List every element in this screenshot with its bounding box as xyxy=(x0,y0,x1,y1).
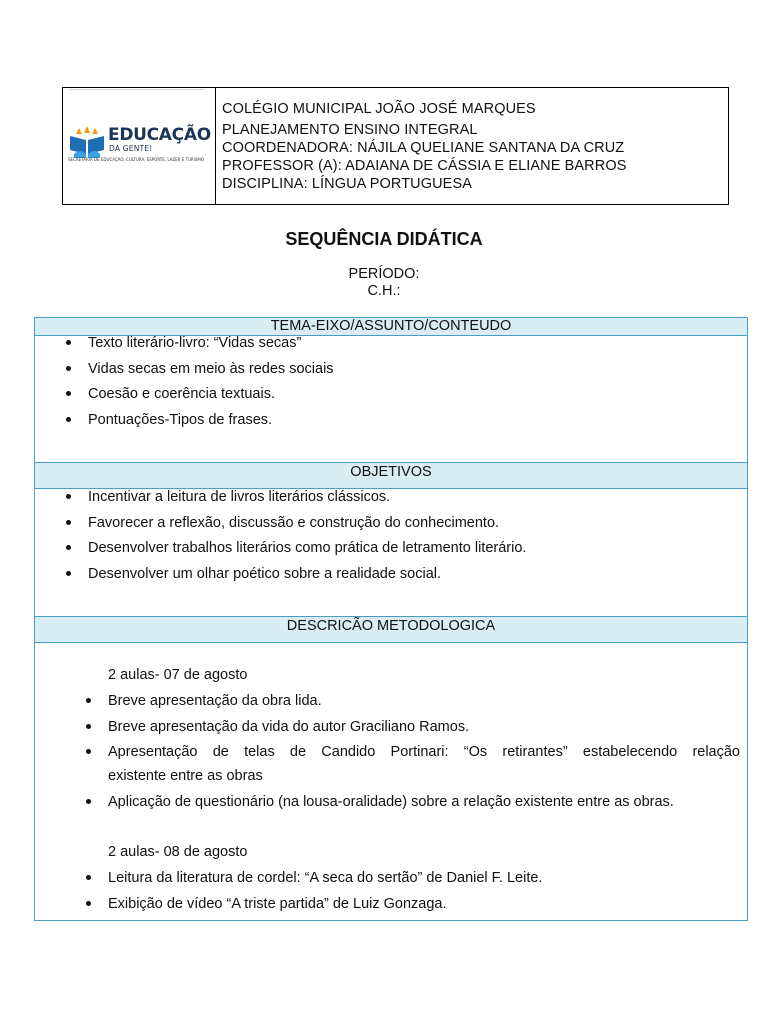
logo-title: EDUCAÇÃO xyxy=(108,125,211,145)
objetivos-heading: OBJETIVOS xyxy=(34,462,748,489)
block2-list xyxy=(108,869,542,920)
logo-rule xyxy=(69,89,205,90)
list-item: Aplicação de questionário (na lousa-oralidade) sobre a relação existente entre as obras. xyxy=(108,793,674,819)
list-item: Desenvolver trabalhos literários como prática de letramento literário. xyxy=(88,539,526,565)
list-item-continuation: existente entre as obras xyxy=(108,768,263,784)
objetivos-list xyxy=(88,488,526,590)
logo xyxy=(63,88,216,204)
list-item: Desenvolver um olhar poético sobre a realidade social. xyxy=(88,565,526,591)
logo-subtitle: DA GENTE! xyxy=(109,144,153,153)
list-item: Breve apresentação da obra lida. xyxy=(108,692,740,718)
logo-tagline: SECRETARIA DE EDUCAÇÃO, CULTURA, ESPORTE, LAZER E TURISMO xyxy=(68,157,204,162)
metodologia-heading: DESCRICÃO METODOLOGICA xyxy=(34,616,748,643)
school-info xyxy=(216,88,626,204)
school-name: COLÉGIO MUNICIPAL JOÃO JOSÉ MARQUES xyxy=(222,101,536,117)
coordinator: COORDENADORA: NÁJILA QUELIANE SANTANA DA CRUZ xyxy=(222,140,625,156)
plan-name: PLANEJAMENTO ENSINO INTEGRAL xyxy=(222,122,478,138)
block2-title: 2 aulas- 08 de agosto xyxy=(108,844,248,860)
list-item: Exibição de vídeo “A triste partida” de Luiz Gonzaga. xyxy=(108,895,542,921)
list-item: Vidas secas em meio às redes sociais xyxy=(88,360,334,386)
teacher: PROFESSOR (A): ADAIANA DE CÁSSIA E ELIANE BARROS xyxy=(222,158,627,174)
list-item: Coesão e coerência textuais. xyxy=(88,385,334,411)
list-item: Leitura da literatura de cordel: “A seca do sertão” de Daniel F. Leite. xyxy=(108,869,542,895)
list-item: Incentivar a leitura de livros literários clássicos. xyxy=(88,488,526,514)
list-item: Texto literário-livro: “Vidas secas” xyxy=(88,334,334,360)
list-item: Breve apresentação da vida do autor Graciliano Ramos. xyxy=(108,718,740,744)
block1-list-tail xyxy=(108,793,674,819)
tema-heading: TEMA-EIXO/ASSUNTO/CONTEUDO xyxy=(34,317,748,336)
block1-title: 2 aulas- 07 de agosto xyxy=(108,667,248,683)
list-item: Favorecer a reflexão, discussão e construção do conhecimento. xyxy=(88,514,526,540)
ch-label: C.H.: xyxy=(367,283,401,299)
list-item: Pontuações-Tipos de frases. xyxy=(88,411,334,437)
document-title: SEQUÊNCIA DIDÁTICA xyxy=(285,229,483,249)
period-block xyxy=(0,266,768,300)
subject: DISCIPLINA: LÍNGUA PORTUGUESA xyxy=(222,176,473,192)
header-box xyxy=(62,87,729,205)
tema-list xyxy=(88,334,334,436)
list-item: Apresentação de telas de Candido Portinari: “Os retirantes” estabelecendo relação xyxy=(108,743,740,769)
period-label: PERÍODO: xyxy=(348,266,420,282)
block1-list xyxy=(108,692,740,769)
book-hands-icon xyxy=(68,124,106,158)
